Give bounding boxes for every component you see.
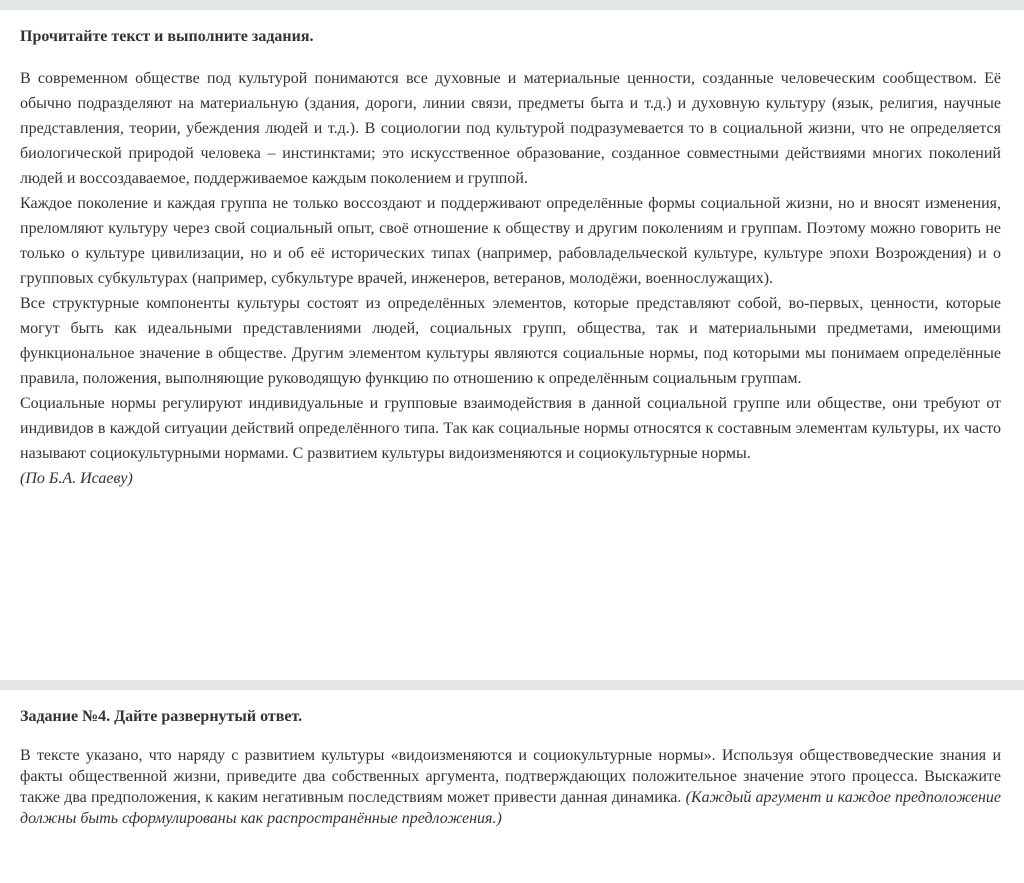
task-section — [20, 707, 1001, 829]
text-paragraph-2: Каждое поколение и каждая группа не только воссоздают и поддерживают определённые формы социальной жизни, но и вносят изменения, преломляют культуру через свой социальный опыт, своё отношение к обществу и другим поколениям и группам. Поэтому можно говорить не только о культуре цивилизации, но и об её исторических типах (например, рабовладельческой культуре, культуре эпохи Возрождения) и о групповых субкультурах (например, субкультуре врачей, инженеров, ветеранов, молодёжи, военнослужащих). — [20, 195, 1001, 287]
text-source: (По Б.А. Исаеву) — [20, 470, 133, 487]
text-paragraph-3: Все структурные компоненты культуры состоят из определённых элементов, которые представляют собой, во-первых, ценности, которые могут быть как идеальными представлениями людей, социальных групп, общества, так и материальными предметами, имеющими функциональное значение в обществе. Другим элементом культуры являются социальные нормы, под которыми мы понимаем определённые правила, положения, выполняющие руководящую функцию по отношению к определённым социальным группам. — [20, 295, 1001, 387]
task-question: В тексте указано, что наряду с развитием культуры «видоизменяются и социокультурные нормы». Используя обществоведческие знания и факты общественной жизни, приведите два собственных аргумента, подтверждающих положительное значение этого процесса. Выскажите также два предположения, к каким негативным последствиям может привести данная динамика. — [20, 747, 1001, 806]
text-paragraph-4: Социальные нормы регулируют индивидуальные и групповые взаимодействия в данной социальной группе или обществе, они требуют от индивидов в каждой ситуации действий определённого типа. Так как социальные нормы относятся к составным элементам культуры, их часто называют социокультурными нормами. С развитием культуры видоизменяются и социокультурные нормы. — [20, 395, 1001, 462]
reading-instruction-title: Прочитайте текст и выполните задания. — [20, 28, 314, 45]
task-note: (Каждый аргумент и каждое предположение должны быть сформулированы как распространённые предложения.) — [20, 789, 1002, 827]
task-title: Задание №4. Дайте развернутый ответ. — [20, 708, 303, 725]
text-paragraph-1: В современном обществе под культурой понимаются все духовные и материальные ценности, созданные человеческим сообществом. Её обычно подразделяют на материальную (здания, дороги, линии связи, предметы быта и т.д.) и духовную культуру (язык, религия, научные представления, теории, убеждения людей и т.д.). В социологии под культурой подразумевается то в социальной жизни, что не определяется биологической природой человека – инстинктами; это искусственное образование, созданное совместными действиями многих поколений людей и воссоздаваемое, поддерживаемое каждым поколением и группой. — [20, 70, 1001, 187]
task-text — [20, 745, 1001, 829]
section-divider — [0, 680, 1024, 690]
reading-text-section — [20, 27, 1001, 491]
top-divider — [0, 0, 1024, 10]
